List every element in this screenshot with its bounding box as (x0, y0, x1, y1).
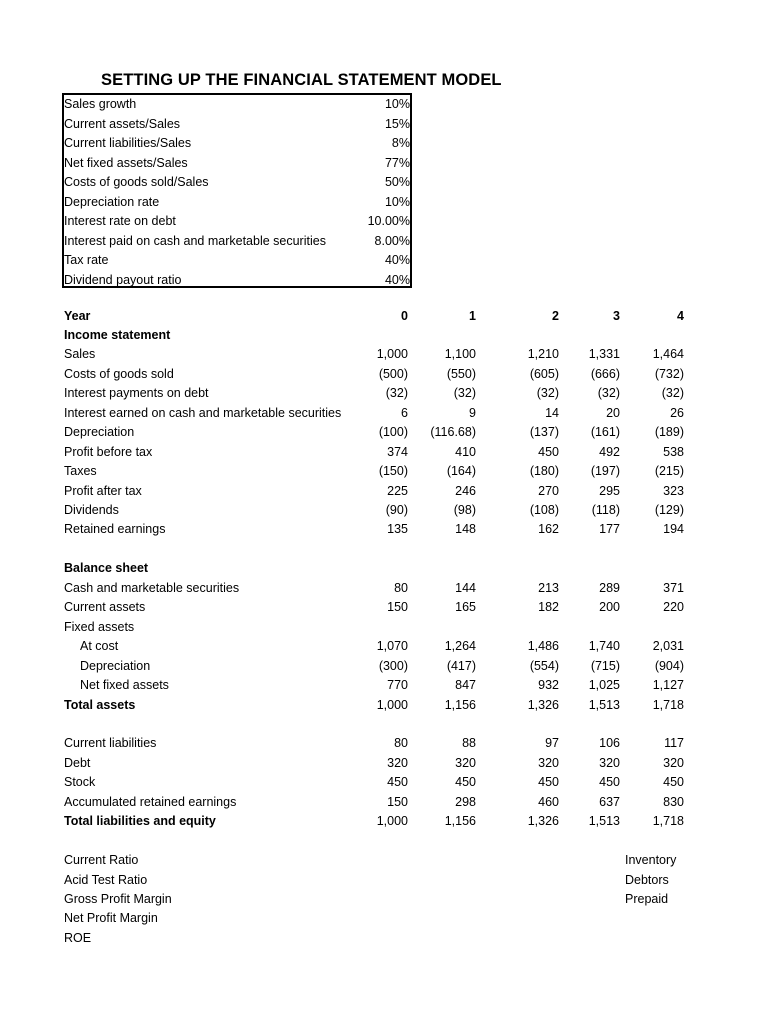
row-value: 450 (538, 444, 559, 459)
row-label: Total liabilities and equity (64, 814, 216, 829)
row-value: (98) (453, 503, 476, 517)
row-value: 1,000 (376, 697, 408, 712)
row-value: 1,740 (588, 639, 620, 654)
row-value: (550) (446, 366, 476, 381)
row-value: (32) (536, 386, 559, 401)
row-label: Taxes (64, 464, 97, 479)
row-value: 323 (663, 483, 684, 498)
row-value: 194 (663, 522, 684, 537)
row-value: 298 (455, 794, 476, 809)
row-value: 847 (455, 678, 476, 693)
assumption-label: Interest paid on cash and marketable securities (64, 233, 326, 248)
row-value: 371 (663, 580, 684, 595)
assumption-label: Current liabilities/Sales (64, 136, 192, 150)
row-label: Retained earnings (64, 522, 166, 537)
row-value: 295 (599, 483, 620, 498)
row-value: 1,718 (652, 697, 684, 712)
row-label: Stock (64, 775, 96, 790)
row-value: 162 (538, 522, 559, 537)
row-value: (32) (385, 386, 408, 401)
row-value: (32) (453, 386, 476, 401)
assumption-row (64, 212, 410, 232)
row-value: 80 (394, 736, 408, 751)
row-label: Interest payments on debt (64, 386, 209, 401)
row-value: 2 (552, 308, 559, 323)
row-value: 410 (455, 444, 476, 459)
assumption-label: Depreciation rate (64, 194, 160, 209)
row-value: 177 (599, 522, 620, 537)
assumption-label: Costs of goods sold/Sales (64, 175, 209, 189)
row-value: 135 (387, 522, 408, 537)
assumption-value: 40% (384, 272, 410, 287)
row-label: Balance sheet (64, 561, 149, 576)
row-value: 117 (664, 736, 684, 751)
assumption-label: Net fixed assets/Sales (64, 155, 188, 170)
row-value: 1,326 (527, 814, 559, 829)
row-value: (108) (529, 503, 559, 517)
row-value: (32) (661, 386, 684, 401)
row-value: (161) (590, 425, 620, 440)
row-value: (300) (378, 658, 408, 673)
row-value: 88 (462, 736, 476, 751)
row-value: 1,156 (444, 697, 476, 712)
row-value: 932 (538, 678, 559, 693)
row-value: (554) (529, 658, 559, 673)
side-note: Inventory (625, 853, 677, 868)
row-label: Profit before tax (64, 444, 153, 459)
row-label: Cash and marketable securities (64, 580, 240, 595)
row-value: (666) (590, 366, 620, 381)
row-value: 246 (455, 483, 476, 498)
row-value: 80 (394, 580, 408, 595)
row-value: 320 (455, 755, 476, 770)
row-value: 1,326 (527, 697, 559, 712)
row-value: 450 (599, 775, 620, 790)
row-value: 6 (401, 405, 408, 420)
row-value: (180) (529, 464, 559, 479)
assumption-row (64, 232, 410, 252)
row-value: 1,025 (588, 678, 620, 693)
assumption-row (64, 271, 410, 291)
row-value: (90) (385, 503, 408, 517)
row-value: 450 (663, 775, 684, 790)
row-label: Total assets (64, 697, 136, 712)
row-value: 1,000 (376, 347, 408, 362)
row-value: 320 (538, 755, 559, 770)
assumption-value: 15% (384, 116, 410, 131)
row-value: 270 (538, 483, 559, 498)
row-value: 182 (538, 600, 559, 615)
row-value: 1,513 (588, 697, 620, 712)
row-value: 213 (538, 580, 559, 595)
row-label: Interest earned on cash and marketable securities (64, 405, 342, 420)
row-value: 1,210 (527, 347, 559, 362)
row-label: Fixed assets (64, 619, 135, 634)
row-value: (500) (378, 366, 408, 381)
row-label: Accumulated retained earnings (64, 794, 237, 809)
row-value: 1,486 (527, 639, 559, 654)
assumption-label: Current assets/Sales (64, 116, 181, 131)
row-value: 150 (387, 794, 408, 809)
assumption-label: Tax rate (64, 253, 109, 267)
assumption-value: 8.00% (374, 233, 410, 248)
row-label: Costs of goods sold (64, 366, 174, 381)
row-label: ROE (64, 930, 92, 945)
row-value: 225 (387, 483, 408, 498)
row-value: 4 (677, 308, 684, 323)
row-label: Acid Test Ratio (64, 872, 148, 887)
assumption-value: 8% (391, 136, 410, 150)
assumption-row (64, 173, 410, 193)
row-label: Profit after tax (64, 483, 142, 498)
row-value: 450 (455, 775, 476, 790)
row-label: Debt (64, 755, 91, 770)
row-value: (189) (654, 425, 684, 440)
row-value: 150 (387, 600, 408, 615)
assumption-value: 77% (384, 155, 410, 170)
row-value: 1,000 (376, 814, 408, 829)
assumptions-box (62, 93, 412, 288)
row-value: 20 (606, 405, 620, 420)
row-label: Net Profit Margin (64, 911, 158, 926)
assumption-value: 10.00% (367, 214, 410, 228)
row-label: At cost (80, 639, 119, 654)
row-value: 1,156 (444, 814, 476, 829)
row-value: 220 (663, 600, 684, 615)
row-value: 0 (401, 308, 408, 323)
row-label: Current assets (64, 600, 146, 615)
row-value: 1,070 (376, 639, 408, 654)
row-value: 200 (599, 600, 620, 615)
row-value: (118) (591, 503, 620, 517)
row-value: 538 (663, 444, 684, 459)
row-value: 9 (469, 405, 476, 420)
side-note: Debtors (625, 872, 669, 887)
row-label: Sales (64, 347, 96, 362)
row-value: 320 (663, 755, 684, 770)
row-value: 1,718 (652, 814, 684, 829)
row-value: 1,127 (652, 678, 684, 693)
row-value: (129) (654, 503, 684, 517)
row-label: Dividends (64, 503, 119, 517)
row-label: Gross Profit Margin (64, 892, 172, 906)
row-value: (137) (529, 425, 559, 440)
row-value: 320 (599, 755, 620, 770)
row-label: Year (64, 308, 91, 323)
row-value: 165 (455, 600, 476, 615)
row-value: (116.68) (430, 425, 476, 440)
assumption-row (64, 115, 410, 135)
row-value: 1,331 (588, 347, 620, 362)
row-value: (605) (529, 366, 559, 381)
row-label: Depreciation (80, 658, 151, 673)
side-note: Prepaid (625, 892, 669, 906)
row-value: 3 (613, 308, 620, 323)
row-value: (715) (590, 658, 620, 673)
assumption-label: Dividend payout ratio (64, 272, 182, 287)
assumption-row (64, 95, 410, 115)
row-value: 320 (387, 755, 408, 770)
assumption-value: 50% (384, 175, 410, 189)
row-value: 14 (545, 405, 559, 420)
assumption-value: 40% (384, 253, 410, 267)
row-label: Net fixed assets (80, 678, 169, 693)
row-value: 830 (663, 794, 684, 809)
page-title: SETTING UP THE FINANCIAL STATEMENT MODEL (101, 71, 502, 89)
row-label: Income statement (64, 327, 171, 342)
row-value: 106 (599, 736, 620, 751)
row-value: (215) (654, 464, 684, 479)
row-value: (417) (446, 658, 476, 673)
row-value: 450 (387, 775, 408, 790)
row-value: 144 (455, 580, 476, 595)
row-value: (150) (378, 464, 408, 479)
row-label: Current liabilities (64, 736, 157, 751)
row-value: 1,464 (652, 347, 684, 362)
row-value: 637 (599, 794, 620, 809)
row-value: 26 (670, 405, 684, 420)
row-value: 148 (455, 522, 476, 537)
assumption-value: 10% (384, 194, 410, 209)
assumption-row (64, 251, 410, 271)
row-value: (197) (590, 464, 620, 479)
row-value: (32) (597, 386, 620, 401)
row-value: 2,031 (652, 639, 684, 654)
assumption-label: Interest rate on debt (64, 214, 176, 228)
row-value: 289 (599, 580, 620, 595)
row-value: 1,100 (444, 347, 476, 362)
row-value: (904) (654, 658, 684, 673)
assumption-row (64, 134, 410, 154)
assumption-row (64, 154, 410, 174)
row-value: 1,264 (444, 639, 476, 654)
row-value: 97 (545, 736, 559, 751)
row-value: 492 (599, 444, 620, 459)
assumption-row (64, 193, 410, 213)
assumption-value: 10% (384, 97, 410, 111)
row-value: 770 (387, 678, 408, 693)
row-value: 1,513 (588, 814, 620, 829)
row-label: Depreciation (64, 425, 135, 440)
row-value: 450 (538, 775, 559, 790)
row-value: (164) (446, 464, 476, 479)
assumption-label: Sales growth (64, 97, 137, 111)
row-label: Current Ratio (64, 853, 139, 868)
row-value: 374 (387, 444, 408, 459)
row-value: (100) (378, 425, 408, 440)
row-value: 1 (469, 308, 476, 323)
row-value: 460 (538, 794, 559, 809)
row-value: (732) (654, 366, 684, 381)
